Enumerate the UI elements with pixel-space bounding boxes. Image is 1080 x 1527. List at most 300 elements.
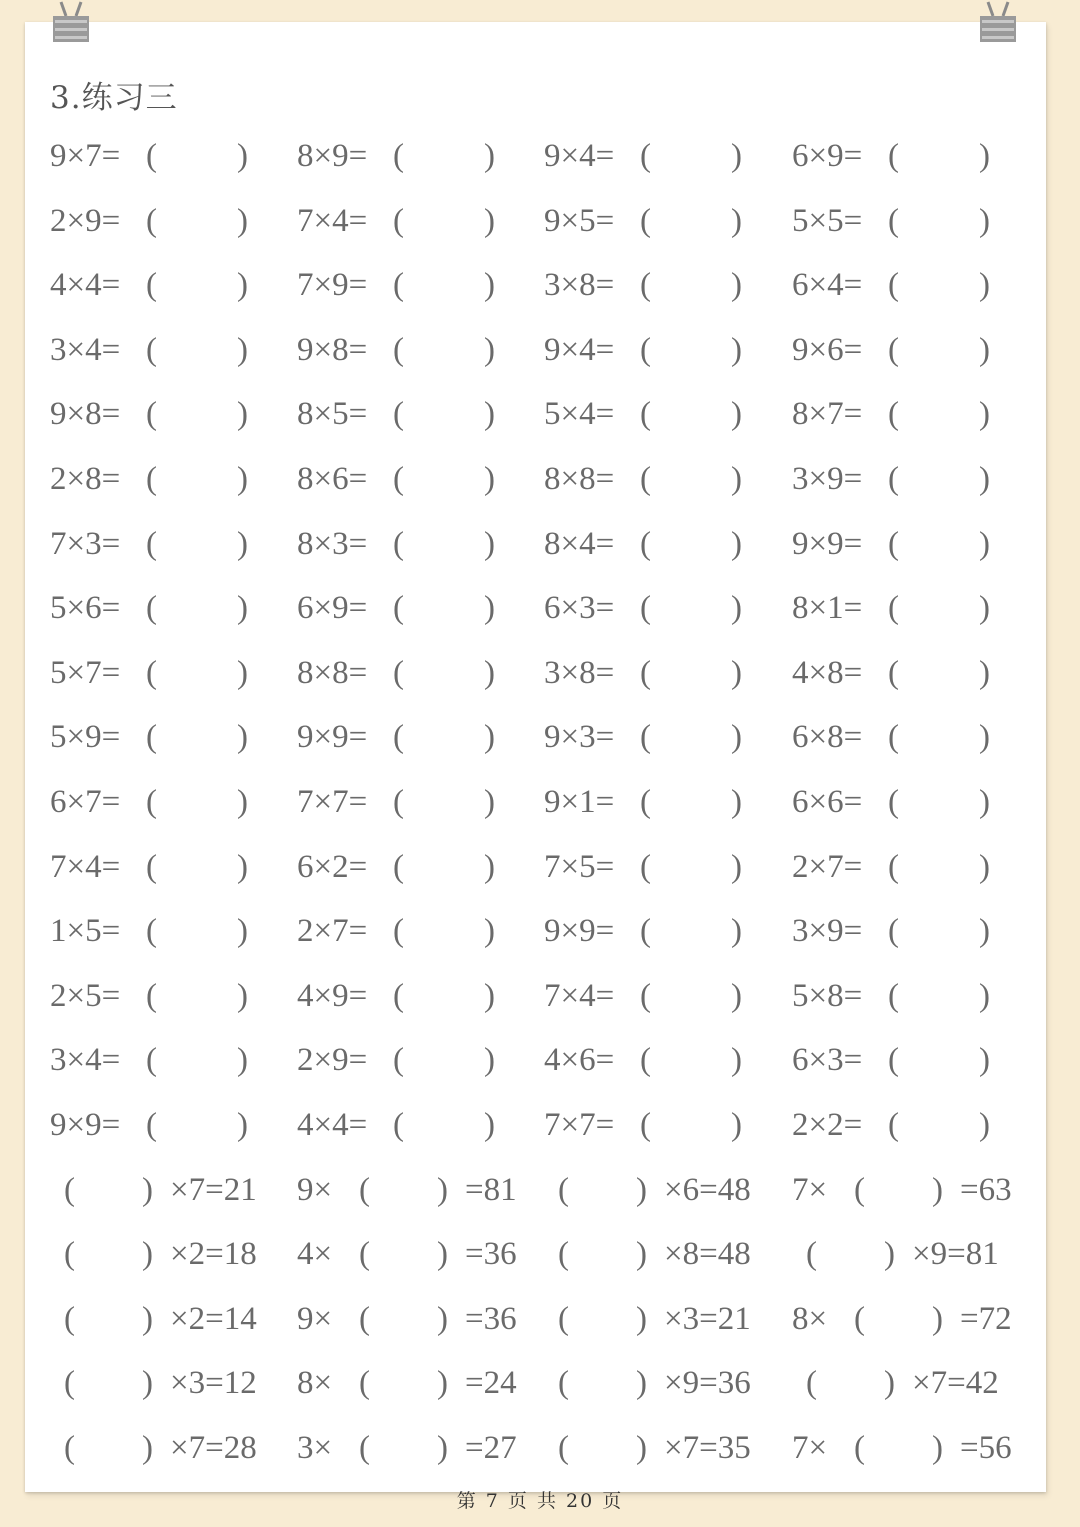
multiplication-problem (297, 1100, 547, 1150)
multiplication-problem (50, 583, 300, 633)
fill-in-blank-problem (792, 1165, 1042, 1215)
problem-row (0, 196, 1080, 246)
close-parenthesis: ) (437, 1365, 448, 1402)
problem-suffix: ×3=21 (664, 1300, 751, 1337)
open-parenthesis: ( (393, 331, 404, 368)
problem-prefix: 7× (792, 1171, 828, 1208)
fill-in-blank-problem (50, 1165, 300, 1215)
fill-in-blank-problem (50, 1294, 300, 1344)
close-parenthesis: ) (979, 913, 990, 950)
close-parenthesis: ) (237, 590, 248, 627)
problem-expression: 4×4= (297, 1107, 368, 1143)
close-parenthesis: ) (731, 719, 742, 756)
problem-suffix: =36 (465, 1300, 517, 1337)
problem-expression: 5×5= (792, 202, 863, 239)
problem-suffix: ×7=35 (664, 1430, 751, 1466)
open-parenthesis: ( (146, 590, 157, 627)
problem-expression: 1×5= (50, 913, 121, 950)
problem-expression: 9×7= (50, 138, 121, 174)
multiplication-problem (297, 131, 547, 181)
problem-suffix: ×9=36 (664, 1365, 751, 1402)
problem-row (0, 454, 1080, 504)
open-parenthesis: ( (146, 1042, 157, 1079)
fill-in-blank-problem (792, 1294, 1042, 1344)
multiplication-problem (50, 648, 300, 698)
close-parenthesis: ) (484, 913, 495, 950)
problem-expression: 7×7= (297, 784, 368, 820)
problem-expression: 7×4= (50, 848, 121, 885)
open-parenthesis: ( (640, 267, 651, 304)
close-parenthesis: ) (237, 202, 248, 239)
close-parenthesis: ) (979, 719, 990, 756)
problem-prefix: 9× (297, 1171, 333, 1208)
multiplication-problem (544, 583, 794, 633)
multiplication-problem (792, 260, 1042, 310)
open-parenthesis: ( (640, 913, 651, 950)
binder-clip-icon (976, 0, 1020, 44)
open-parenthesis: ( (146, 654, 157, 691)
problem-expression: 2×9= (297, 1042, 368, 1079)
close-parenthesis: ) (237, 525, 248, 562)
open-parenthesis: ( (640, 138, 651, 174)
multiplication-problem (50, 519, 300, 569)
problem-row (0, 583, 1080, 633)
problem-suffix: ×7=28 (170, 1430, 257, 1466)
close-parenthesis: ) (884, 1236, 895, 1273)
close-parenthesis: ) (484, 202, 495, 239)
close-parenthesis: ) (731, 977, 742, 1014)
close-parenthesis: ) (237, 977, 248, 1014)
open-parenthesis: ( (888, 719, 899, 756)
problem-row (0, 325, 1080, 375)
multiplication-problem (297, 389, 547, 439)
open-parenthesis: ( (888, 396, 899, 433)
problem-row (0, 648, 1080, 698)
multiplication-problem (297, 260, 547, 310)
open-parenthesis: ( (146, 138, 157, 174)
fill-in-blank-problem (297, 1358, 547, 1408)
problem-expression: 7×4= (297, 202, 368, 239)
close-parenthesis: ) (437, 1300, 448, 1337)
multiplication-problem (544, 712, 794, 762)
problem-expression: 3×9= (792, 461, 863, 497)
open-parenthesis: ( (640, 202, 651, 239)
fill-in-blank-problem (297, 1294, 547, 1344)
close-parenthesis: ) (484, 977, 495, 1014)
problem-expression: 8×8= (297, 654, 368, 691)
open-parenthesis: ( (558, 1300, 569, 1337)
close-parenthesis: ) (731, 202, 742, 239)
close-parenthesis: ) (979, 525, 990, 562)
multiplication-problem (297, 777, 547, 827)
close-parenthesis: ) (484, 719, 495, 756)
multiplication-problem (50, 131, 300, 181)
problem-prefix: 3× (297, 1430, 333, 1466)
open-parenthesis: ( (393, 267, 404, 304)
open-parenthesis: ( (64, 1171, 75, 1208)
multiplication-problem (544, 131, 794, 181)
problem-suffix: ×8=48 (664, 1236, 751, 1273)
problem-prefix: 9× (297, 1300, 333, 1337)
problem-suffix: ×2=18 (170, 1236, 257, 1273)
close-parenthesis: ) (636, 1430, 647, 1466)
multiplication-problem (544, 454, 794, 504)
open-parenthesis: ( (888, 1042, 899, 1079)
multiplication-problem (792, 325, 1042, 375)
multiplication-problem (50, 196, 300, 246)
multiplication-problem (792, 842, 1042, 892)
problem-expression: 2×8= (50, 461, 121, 497)
close-parenthesis: ) (731, 784, 742, 820)
binder-clip-icon (49, 0, 93, 44)
open-parenthesis: ( (640, 331, 651, 368)
close-parenthesis: ) (731, 654, 742, 691)
multiplication-problem (50, 389, 300, 439)
open-parenthesis: ( (64, 1300, 75, 1337)
fill-in-blank-problem (544, 1358, 794, 1408)
multiplication-problem (50, 971, 300, 1021)
multiplication-problem (297, 454, 547, 504)
problem-prefix: 7× (792, 1430, 828, 1466)
problem-row (0, 131, 1080, 181)
exercise-title: 3.练习三 (50, 80, 178, 116)
problem-expression: 2×9= (50, 202, 121, 239)
open-parenthesis: ( (146, 1107, 157, 1143)
multiplication-problem (544, 842, 794, 892)
multiplication-problem (50, 1035, 300, 1085)
multiplication-problem (50, 712, 300, 762)
multiplication-problem (792, 131, 1042, 181)
multiplication-problem (297, 325, 547, 375)
fill-in-blank-problem (297, 1229, 547, 1279)
problem-expression: 5×8= (792, 977, 863, 1014)
close-parenthesis: ) (484, 525, 495, 562)
fill-in-blank-problem (792, 1358, 1042, 1408)
multiplication-problem (50, 906, 300, 956)
problem-expression: 2×5= (50, 977, 121, 1014)
problem-suffix: =72 (960, 1300, 1012, 1337)
problem-expression: 9×5= (544, 202, 615, 239)
open-parenthesis: ( (393, 977, 404, 1014)
close-parenthesis: ) (484, 331, 495, 368)
open-parenthesis: ( (854, 1300, 865, 1337)
open-parenthesis: ( (393, 461, 404, 497)
open-parenthesis: ( (558, 1430, 569, 1466)
close-parenthesis: ) (636, 1236, 647, 1273)
open-parenthesis: ( (888, 913, 899, 950)
problem-expression: 9×8= (50, 396, 121, 433)
open-parenthesis: ( (558, 1171, 569, 1208)
multiplication-problem (297, 842, 547, 892)
close-parenthesis: ) (979, 1107, 990, 1143)
close-parenthesis: ) (979, 461, 990, 497)
open-parenthesis: ( (393, 525, 404, 562)
close-parenthesis: ) (142, 1171, 153, 1208)
problem-expression: 6×9= (792, 138, 863, 174)
problem-expression: 9×9= (792, 525, 863, 562)
multiplication-problem (297, 648, 547, 698)
problem-expression: 4×8= (792, 654, 863, 691)
close-parenthesis: ) (884, 1365, 895, 1402)
problem-expression: 8×8= (544, 461, 615, 497)
multiplication-problem (50, 260, 300, 310)
problem-suffix: =36 (465, 1236, 517, 1273)
close-parenthesis: ) (484, 784, 495, 820)
problem-expression: 9×1= (544, 784, 615, 820)
fill-blank-row (0, 1229, 1080, 1279)
multiplication-problem (297, 519, 547, 569)
multiplication-problem (544, 389, 794, 439)
multiplication-problem (50, 325, 300, 375)
close-parenthesis: ) (484, 590, 495, 627)
open-parenthesis: ( (146, 848, 157, 885)
open-parenthesis: ( (146, 461, 157, 497)
close-parenthesis: ) (237, 1042, 248, 1079)
close-parenthesis: ) (979, 202, 990, 239)
problem-expression: 6×9= (297, 590, 368, 627)
close-parenthesis: ) (237, 461, 248, 497)
open-parenthesis: ( (640, 977, 651, 1014)
open-parenthesis: ( (393, 396, 404, 433)
problem-row (0, 1100, 1080, 1150)
multiplication-problem (544, 260, 794, 310)
multiplication-problem (544, 196, 794, 246)
problem-expression: 5×9= (50, 719, 121, 756)
close-parenthesis: ) (484, 1107, 495, 1143)
problem-expression: 3×9= (792, 913, 863, 950)
problem-expression: 2×7= (297, 913, 368, 950)
open-parenthesis: ( (854, 1430, 865, 1466)
multiplication-problem (544, 325, 794, 375)
multiplication-problem (544, 1035, 794, 1085)
problem-expression: 3×8= (544, 267, 615, 304)
open-parenthesis: ( (146, 913, 157, 950)
problem-expression: 9×9= (297, 719, 368, 756)
multiplication-problem (792, 583, 1042, 633)
close-parenthesis: ) (237, 784, 248, 820)
close-parenthesis: ) (484, 461, 495, 497)
multiplication-problem (50, 454, 300, 504)
problem-suffix: ×9=81 (912, 1236, 999, 1273)
problem-prefix: 4× (297, 1236, 333, 1273)
close-parenthesis: ) (979, 848, 990, 885)
problem-expression: 3×4= (50, 1042, 121, 1079)
close-parenthesis: ) (979, 396, 990, 433)
problem-expression: 2×7= (792, 848, 863, 885)
fill-in-blank-problem (544, 1229, 794, 1279)
multiplication-problem (297, 971, 547, 1021)
open-parenthesis: ( (393, 848, 404, 885)
problem-expression: 8×7= (792, 396, 863, 433)
multiplication-problem (297, 583, 547, 633)
close-parenthesis: ) (237, 1107, 248, 1143)
problem-expression: 7×3= (50, 525, 121, 562)
close-parenthesis: ) (237, 719, 248, 756)
problem-suffix: =63 (960, 1171, 1012, 1208)
close-parenthesis: ) (237, 848, 248, 885)
multiplication-problem (544, 777, 794, 827)
problem-suffix: ×3=12 (170, 1365, 257, 1402)
open-parenthesis: ( (640, 1107, 651, 1143)
problem-expression: 9×9= (50, 1107, 121, 1143)
multiplication-problem (792, 906, 1042, 956)
open-parenthesis: ( (888, 202, 899, 239)
open-parenthesis: ( (888, 848, 899, 885)
close-parenthesis: ) (979, 784, 990, 820)
problem-suffix: ×2=14 (170, 1300, 257, 1337)
fill-in-blank-problem (792, 1229, 1042, 1279)
problem-expression: 8×6= (297, 461, 368, 497)
close-parenthesis: ) (731, 267, 742, 304)
close-parenthesis: ) (437, 1430, 448, 1466)
fill-in-blank-problem (297, 1423, 547, 1473)
close-parenthesis: ) (731, 331, 742, 368)
multiplication-problem (544, 519, 794, 569)
multiplication-problem (792, 1100, 1042, 1150)
open-parenthesis: ( (854, 1171, 865, 1208)
problem-expression: 6×8= (792, 719, 863, 756)
close-parenthesis: ) (979, 977, 990, 1014)
open-parenthesis: ( (393, 590, 404, 627)
open-parenthesis: ( (146, 525, 157, 562)
close-parenthesis: ) (731, 525, 742, 562)
close-parenthesis: ) (437, 1171, 448, 1208)
close-parenthesis: ) (979, 331, 990, 368)
problem-row (0, 842, 1080, 892)
multiplication-problem (792, 971, 1042, 1021)
close-parenthesis: ) (932, 1171, 943, 1208)
multiplication-problem (792, 389, 1042, 439)
open-parenthesis: ( (393, 1042, 404, 1079)
open-parenthesis: ( (64, 1236, 75, 1273)
open-parenthesis: ( (393, 719, 404, 756)
open-parenthesis: ( (146, 719, 157, 756)
multiplication-problem (792, 519, 1042, 569)
multiplication-problem (544, 1100, 794, 1150)
problem-row (0, 712, 1080, 762)
open-parenthesis: ( (888, 138, 899, 174)
close-parenthesis: ) (484, 654, 495, 691)
problem-expression: 4×6= (544, 1042, 615, 1079)
open-parenthesis: ( (359, 1365, 370, 1402)
open-parenthesis: ( (146, 784, 157, 820)
problem-suffix: =56 (960, 1430, 1012, 1466)
problem-expression: 6×7= (50, 784, 121, 820)
multiplication-problem (792, 454, 1042, 504)
problem-expression: 5×6= (50, 590, 121, 627)
problem-expression: 4×4= (50, 267, 121, 304)
open-parenthesis: ( (640, 848, 651, 885)
open-parenthesis: ( (888, 977, 899, 1014)
problem-expression: 3×4= (50, 331, 121, 368)
open-parenthesis: ( (393, 202, 404, 239)
multiplication-problem (792, 1035, 1042, 1085)
fill-in-blank-problem (50, 1358, 300, 1408)
multiplication-problem (50, 777, 300, 827)
problem-row (0, 519, 1080, 569)
open-parenthesis: ( (640, 461, 651, 497)
close-parenthesis: ) (142, 1300, 153, 1337)
open-parenthesis: ( (640, 396, 651, 433)
fill-in-blank-problem (544, 1423, 794, 1473)
open-parenthesis: ( (806, 1365, 817, 1402)
problem-expression: 2×2= (792, 1107, 863, 1143)
problem-row (0, 389, 1080, 439)
open-parenthesis: ( (888, 654, 899, 691)
open-parenthesis: ( (888, 784, 899, 820)
problem-row (0, 971, 1080, 1021)
open-parenthesis: ( (359, 1430, 370, 1466)
open-parenthesis: ( (146, 977, 157, 1014)
problem-expression: 6×4= (792, 267, 863, 304)
open-parenthesis: ( (146, 267, 157, 304)
open-parenthesis: ( (888, 1107, 899, 1143)
close-parenthesis: ) (484, 396, 495, 433)
problem-suffix: =81 (465, 1171, 517, 1208)
close-parenthesis: ) (979, 590, 990, 627)
problem-prefix: 8× (792, 1300, 828, 1337)
fill-in-blank-problem (50, 1423, 300, 1473)
close-parenthesis: ) (237, 396, 248, 433)
open-parenthesis: ( (359, 1300, 370, 1337)
problem-expression: 7×4= (544, 977, 615, 1014)
open-parenthesis: ( (888, 590, 899, 627)
multiplication-problem (297, 712, 547, 762)
multiplication-problem (297, 906, 547, 956)
close-parenthesis: ) (731, 590, 742, 627)
problem-expression: 5×4= (544, 396, 615, 433)
problem-expression: 3×8= (544, 654, 615, 691)
open-parenthesis: ( (393, 654, 404, 691)
problem-expression: 8×4= (544, 525, 615, 562)
close-parenthesis: ) (142, 1430, 153, 1466)
multiplication-problem (544, 648, 794, 698)
problem-expression: 6×3= (792, 1042, 863, 1079)
close-parenthesis: ) (979, 654, 990, 691)
close-parenthesis: ) (979, 267, 990, 304)
open-parenthesis: ( (558, 1365, 569, 1402)
close-parenthesis: ) (731, 396, 742, 433)
problem-expression: 9×8= (297, 331, 368, 368)
multiplication-problem (297, 1035, 547, 1085)
problem-expression: 5×7= (50, 654, 121, 691)
problem-row (0, 260, 1080, 310)
close-parenthesis: ) (142, 1236, 153, 1273)
problem-expression: 8×9= (297, 138, 368, 174)
problem-expression: 7×9= (297, 267, 368, 304)
close-parenthesis: ) (731, 1042, 742, 1079)
open-parenthesis: ( (806, 1236, 817, 1273)
fill-blank-row (0, 1423, 1080, 1473)
problem-expression: 8×1= (792, 590, 863, 627)
problem-expression: 6×3= (544, 590, 615, 627)
close-parenthesis: ) (484, 848, 495, 885)
multiplication-problem (544, 906, 794, 956)
close-parenthesis: ) (731, 848, 742, 885)
fill-in-blank-problem (297, 1165, 547, 1215)
problem-expression: 9×9= (544, 913, 615, 950)
open-parenthesis: ( (393, 784, 404, 820)
problem-row (0, 777, 1080, 827)
open-parenthesis: ( (558, 1236, 569, 1273)
problem-expression: 4×9= (297, 977, 368, 1014)
close-parenthesis: ) (932, 1430, 943, 1466)
open-parenthesis: ( (640, 590, 651, 627)
multiplication-problem (544, 971, 794, 1021)
problem-expression: 6×2= (297, 848, 368, 885)
fill-in-blank-problem (792, 1423, 1042, 1473)
open-parenthesis: ( (64, 1430, 75, 1466)
